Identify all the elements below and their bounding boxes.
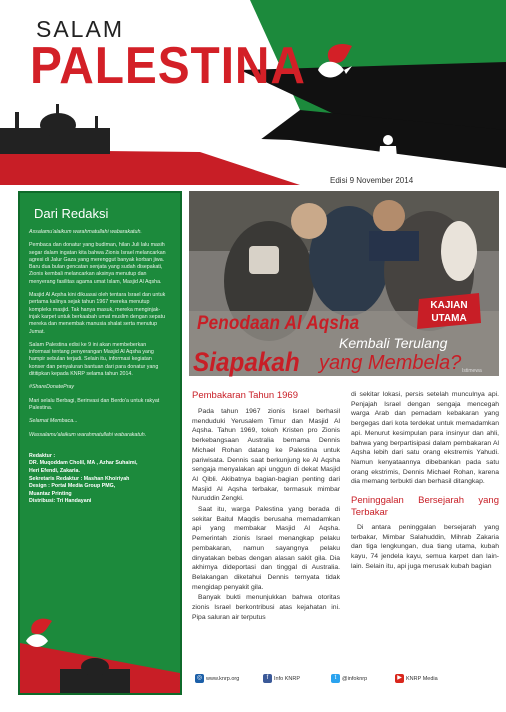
- globe-icon: ◎: [196, 675, 203, 681]
- section-heading-2: Peninggalan Bersejarah yang Terbakar: [351, 495, 499, 519]
- article-paragraph: Di antara peninggalan bersejarah yang terbakar, Mimbar Salahuddin, Mihrab Zakaria dan tiga lengkungan, dua tiang utama, kubah kayu, 74 jendela kayu, semua karpet dan lain-lain. Selain itu, api juga merusak kubah bagian: [351, 524, 499, 570]
- credit-line: Distribusi: Tri Handayani: [29, 498, 92, 505]
- title-line1: Penodaan Al Aqsha: [197, 313, 360, 334]
- sidebar-body: [29, 229, 168, 439]
- footer-link-label: www.knrp.org: [206, 675, 240, 682]
- title-line3a: Siapakah: [193, 347, 300, 377]
- footer-link[interactable]: [395, 674, 438, 683]
- footer-link[interactable]: [331, 674, 367, 683]
- brand-title: PALESTINA: [30, 37, 306, 95]
- badge-line1: KAJIAN: [430, 300, 468, 311]
- sidebar-paragraph: #ShareDonatePray: [29, 384, 75, 391]
- col2-body-after: [351, 523, 499, 572]
- twitter-icon: t: [331, 674, 340, 683]
- article-paragraph: di sekitar lokasi, persis setelah munculnya api. Penjajah Israel dengan sengaja mencegah warga Arab dan pemadam kebakaran yang bergegas dari kota terdekat untuk memadamkan api. Menurut kesimpulan para insinyur dan ahli, bahwa yang berpartisipasi dalam pembakaran Al Aqsha lebih dari satu orang ekstremis Yahudi. Namun kenyataannya dibebankan pada satu orang ekstrimis, Dennis Michael Rohan, karena dia memang terbukti dan berhasil ditangkap.: [351, 391, 499, 486]
- footer-link-label: KNRP Media: [406, 675, 438, 682]
- badge-line2: UTAMA: [431, 313, 467, 324]
- credit-line: Sekretaris Redaktur : Mashan Khoiriyah: [29, 475, 130, 482]
- article-paragraph: Saat itu, warga Palestina yang berada di sekitar Baitul Maqdis berusaha memadamkan api yang membakar Masjid Al Aqsha. Pemerintah zionis Israel menangkap pelaku pembakaran, namun sayangnya pelaku dinyatakan bebas dengan alasan sakit gila. Dia akhirnya dideportasi dan tinggal di Australia. Belakangan diketahui Dennis ternyata tidak mengidap penyakit gila.: [192, 506, 340, 591]
- footer-links: [189, 672, 489, 688]
- footer-link-label: Info KNRP: [274, 675, 300, 682]
- header: [0, 0, 506, 185]
- credits-block: [29, 453, 180, 506]
- article-paragraph: Banyak bukti menunjukkan bahwa otoritas zionis Israel berkontribusi atas kejahatan ini. Pipa saluran air terputus: [192, 594, 340, 621]
- footer-link-label: @infoknrp: [342, 675, 368, 682]
- section-heading-1: Pembakaran Tahun 1969: [192, 390, 298, 401]
- credit-line: Muantaz Printing: [29, 490, 72, 497]
- sidebar-paragraph: Mari selalu Berbagi, Berinvasi dan Berdo'a untuk rakyat Palestina.: [29, 397, 160, 411]
- photo-credit: Istimewa: [462, 368, 482, 374]
- dove-icon: [26, 619, 52, 647]
- article-column-1: [192, 390, 340, 623]
- col1-body: [192, 407, 340, 622]
- footer-link[interactable]: [195, 674, 239, 683]
- edition-date: Edisi 9 November 2014: [330, 176, 414, 185]
- article-paragraph: Pada tahun 1967 zionis Israel berhasil menduduki Yerusalem Timur dan Masjid Al Aqsha. Tahun 1969, tokoh Kristen pro Zionis berkebangsaan Australia bernama Dennis Michael Rohan datang ke Palestina untuk pariwisata. Dennis saat berkunjung ke Al Aqsha sengaja menyalakan api unggun di dekat Masjid Al Qibli. Akibatnya bagian-bagian penting dari Masjid Al Aqsha terbakar, termasuk mimbar Nuruddin Zengki.: [192, 408, 340, 503]
- credit-line: DR. Muqoddam Cholil, MA , Azhar Suhaimi,: [29, 460, 138, 467]
- editorial-sidebar: [18, 191, 182, 695]
- sidebar-paragraph: Salam Palestina edisi ke 9 ini akan membeberkan informasi tentang penyerangan Masjid Al Aqsha yang hampir sebulan terjadi. Selain itu, informasi kegiatan konser dan penyaluran bantuan dari para donatur yang dititipkan kepada KNRP selama tahun 2014.: [29, 341, 159, 378]
- sidebar-paragraph: Selamat Membaca...: [29, 418, 78, 425]
- sidebar-paragraph: Assalamu'alaikum warahmatullahi wabarakatuh.: [29, 229, 142, 235]
- article-column-2: [351, 390, 499, 573]
- col2-body: [351, 390, 499, 487]
- title-line2: Kembali Terulang: [339, 335, 448, 351]
- credit-line: Heri Efendi, Zakaria.: [29, 468, 80, 475]
- sidebar-title: Dari Redaksi: [34, 206, 109, 221]
- facebook-icon: f: [263, 674, 272, 683]
- youtube-icon: ▶: [395, 674, 404, 683]
- credit-line: Design : Portal Media Group PMG,: [29, 483, 116, 490]
- kajian-badge: [415, 293, 483, 329]
- sidebar-paragraph: Masjid Al Aqsha kini dikuasai oleh tentara Israel dan untuk pertama kalinya sejak tahun 1967 mereka menutup kompleks masjid. Tak hanya masuk, mereka menginjak-injak karpet untuk berkaabah umat muslim dengan sepatu mereka dan menembak manusia shalat serta menutup Jumat.: [29, 292, 166, 335]
- footer-link[interactable]: [263, 674, 300, 683]
- sidebar-paragraph: Pembaca dan donatur yang budiman, hilan Juli lalu masih segar dalam ingatan kita bahwa Zionis Israel melancarkan agresi di Jalur Gaza yang merenggut banyak korban jiwa. Baru dua bulan gencatan senjata yang sudah disepakati, Zionis kembali melancarkan aksinya menutup dan menyerang fasilitas agama umat Islam, Masjid Al Aqsha.: [29, 242, 166, 285]
- sidebar-footer-art: [20, 603, 180, 693]
- title-line3b: yang Membela?: [319, 352, 462, 374]
- credit-line: Redaktur :: [29, 452, 56, 459]
- brand-subtitle: SALAM: [36, 16, 124, 42]
- sidebar-paragraph: Wassalamu'alaikum warahmatullahi wabarakatuh.: [29, 431, 147, 438]
